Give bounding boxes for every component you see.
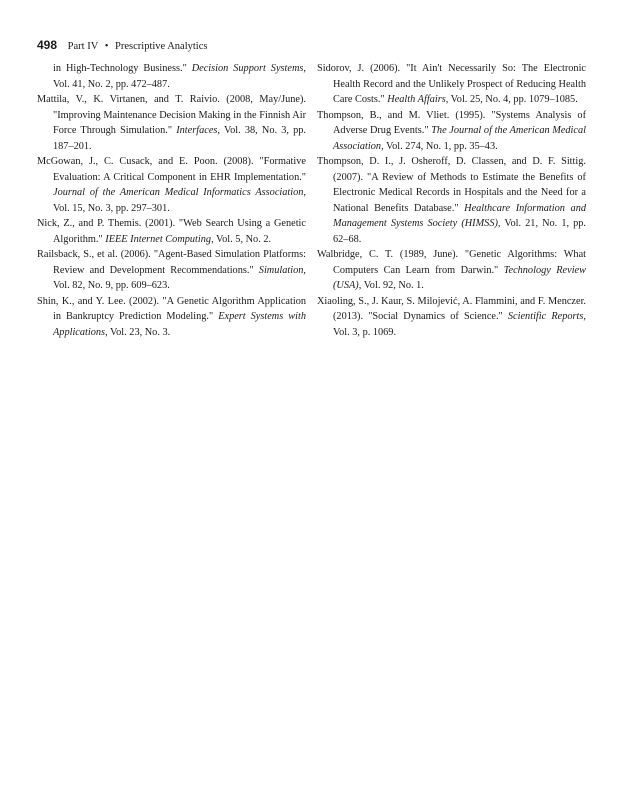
references-right-column: [317, 61, 586, 340]
reference-entry: Nick, Z., and P. Themis. (2001). "Web Search Using a Genetic Algorithm." IEEE Internet Computing, Vol. 5, No. 2.: [37, 218, 306, 245]
reference-entry: Mattila, V., K. Virtanen, and T. Raivio. (2008, May/June). "Improving Maintenance Decision Making in the Finnish Air Force Through Simulation." Interfaces, Vol. 38, No. 3, pp. 187–201.: [37, 94, 307, 152]
reference-entry-continued: in High-Technology Business." Decision Support Systems, Vol. 41, No. 2, pp. 472–487.: [53, 63, 306, 90]
page-number: 498: [37, 38, 58, 52]
chapter-title: Prescriptive Analytics: [115, 41, 208, 52]
part-label: Part IV: [67, 41, 99, 52]
reference-entry: Thompson, B., and M. Vliet. (1995). "Systems Analysis of Adverse Drug Events." The Journal of the American Medical Association, Vol. 274, No. 1, pp. 35–43.: [317, 109, 586, 152]
reference-entry: Railsback, S., et al. (2006). "Agent-Based Simulation Platforms: Review and Development Recommendations." Simulation, Vol. 82, No. 9, pp. 609–623.: [37, 249, 306, 291]
bullet-separator: •: [104, 41, 109, 52]
reference-entry: Walbridge, C. T. (1989, June). "Genetic Algorithms: What Computers Can Learn from Darwin." Technology Review (USA), Vol. 92, No. 1.: [317, 249, 586, 291]
reference-entry: Sidorov, J. (2006). "It Ain't Necessarily So: The Electronic Health Record and the Unlikely Prospect of Reducing Health Care Costs." Health Affairs, Vol. 25, No. 4, pp. 1079–1085.: [317, 63, 586, 105]
reference-entry: McGowan, J., C. Cusack, and E. Poon. (2008). "Formative Evaluation: A Critical Component in EHR Implementation." Journal of the American Medical Informatics Association, Vol. 15, No. 3, pp. 297–301.: [37, 156, 306, 214]
reference-entry: Shin, K., and Y. Lee. (2002). "A Genetic Algorithm Application in Bankruptcy Prediction Modeling." Expert Systems with Applications, Vol. 23, No. 3.: [37, 295, 306, 338]
running-header: [37, 38, 207, 52]
reference-entry: Thompson, D. I., J. Osheroff, D. Classen, and D. F. Sittig. (2007). "A Review of Methods to Estimate the Benefits of Electronic Medical Records in Hospitals and the Need for a National Benefits Database." Healthcare Information and Management Systems Society (HIMSS), Vol. 21, No. 1, pp. 62–68.: [317, 156, 587, 245]
reference-entry: Xiaoling, S., J. Kaur, S. Milojević, A. Flammini, and F. Menczer. (2013). "Social Dynamics of Science." Scientific Reports, Vol. 3, p. 1069.: [317, 295, 586, 338]
references-left-column: [37, 61, 306, 340]
